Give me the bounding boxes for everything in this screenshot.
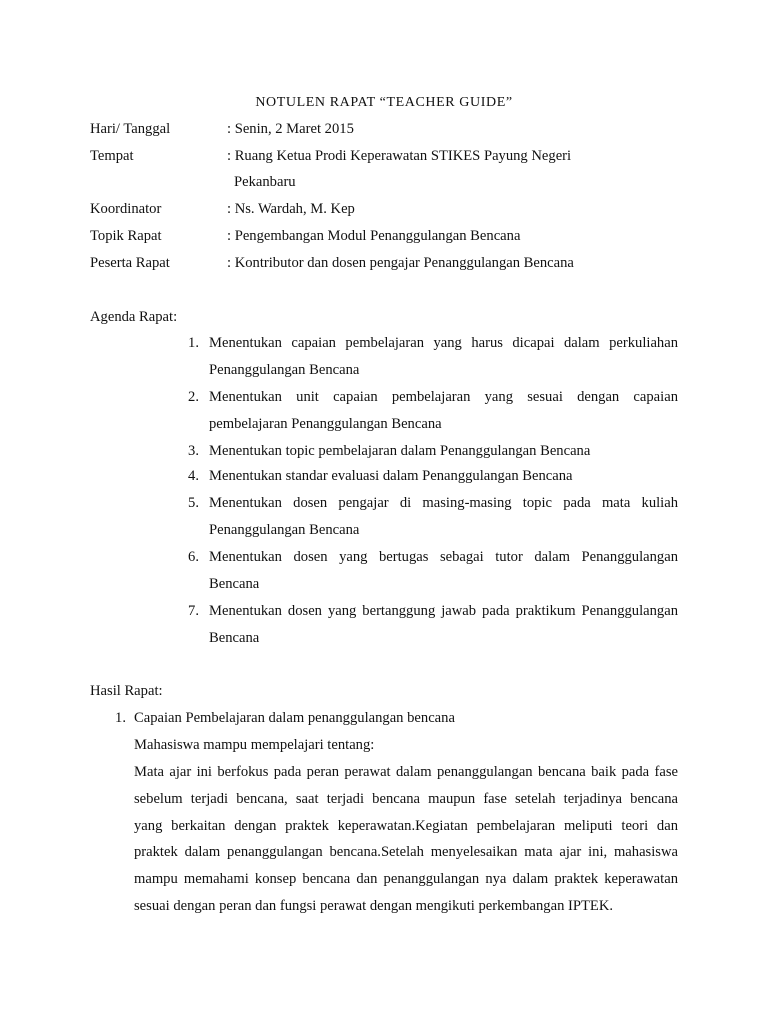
agenda-item-number: 7. [188,603,199,619]
agenda-heading: Agenda Rapat: [90,309,178,325]
agenda-item-text: Menentukan dosen yang bertugas sebagai tutor dalam Penanggulangan [209,549,678,565]
info-value-participants: : Kontributor dan dosen pengajar Penanggulangan Bencana [227,255,574,271]
agenda-item-text-cont: Bencana [209,630,260,646]
info-value-coordinator: : Ns. Wardah, M. Kep [227,201,355,217]
info-value-date: : Senin, 2 Maret 2015 [227,121,354,137]
info-label-topic: Topik Rapat [90,228,162,244]
agenda-item-text: Menentukan unit capaian pembelajaran yang sesuai dengan capaian [209,389,678,405]
results-paragraph-line: mampu memahami konsep bencana dan penanggulangan nya dalam praktek keperawatan [134,871,678,887]
agenda-item-text-cont: Bencana [209,576,260,592]
agenda-item-text: Menentukan standar evaluasi dalam Penanggulangan Bencana [209,468,573,484]
results-paragraph-line: Mata ajar ini berfokus pada peran perawat dalam penanggulangan bencana baik pada fase [134,764,678,780]
info-label-place: Tempat [90,148,134,164]
document-title: NOTULEN RAPAT “TEACHER GUIDE” [255,95,513,110]
agenda-item-number: 4. [188,468,199,484]
results-item-number: 1. [115,710,126,726]
agenda-item-text: Menentukan capaian pembelajaran yang harus dicapai dalam perkuliahan [209,335,678,351]
agenda-item-number: 6. [188,549,199,565]
results-item-intro: Mahasiswa mampu mempelajari tentang: [134,737,375,753]
info-label-coordinator: Koordinator [90,201,162,217]
agenda-item-text-cont: pembelajaran Penanggulangan Bencana [209,416,442,432]
results-heading: Hasil Rapat: [90,683,163,699]
agenda-item-number: 5. [188,495,199,511]
results-paragraph-line: sebelum terjadi bencana, saat terjadi bencana maupun fase setelah terjadinya bencana [134,791,678,807]
agenda-item-number: 1. [188,335,199,351]
results-paragraph-line: yang berkaitan dengan praktek keperawatan.Kegiatan pembelajaran meliputi teori dan [134,818,678,834]
results-item-title: Capaian Pembelajaran dalam penanggulangan bencana [134,710,455,726]
results-paragraph-line: sesuai dengan peran dan fungsi perawat dengan mengikuti perkembangan IPTEK. [134,898,614,914]
info-label-date: Hari/ Tanggal [90,121,171,137]
info-value-topic: : Pengembangan Modul Penanggulangan Bencana [227,228,521,244]
info-value-place-cont: Pekanbaru [234,174,296,190]
info-value-place: : Ruang Ketua Prodi Keperawatan STIKES Payung Negeri [227,148,572,164]
agenda-item-text-cont: Penanggulangan Bencana [209,362,360,378]
agenda-item-text: Menentukan dosen pengajar di masing-masing topic pada mata kuliah [209,495,678,511]
agenda-item-number: 3. [188,443,199,459]
agenda-item-text: Menentukan topic pembelajaran dalam Penanggulangan Bencana [209,443,591,459]
results-paragraph-line: praktek dalam penanggulangan bencana.Setelah menyelesaikan mata ajar ini, mahasiswa [134,844,678,860]
agenda-item-number: 2. [188,389,199,405]
agenda-item-text: Menentukan dosen yang bertanggung jawab pada praktikum Penanggulangan [209,603,678,619]
info-label-participants: Peserta Rapat [90,255,170,271]
agenda-item-text-cont: Penanggulangan Bencana [209,522,360,538]
